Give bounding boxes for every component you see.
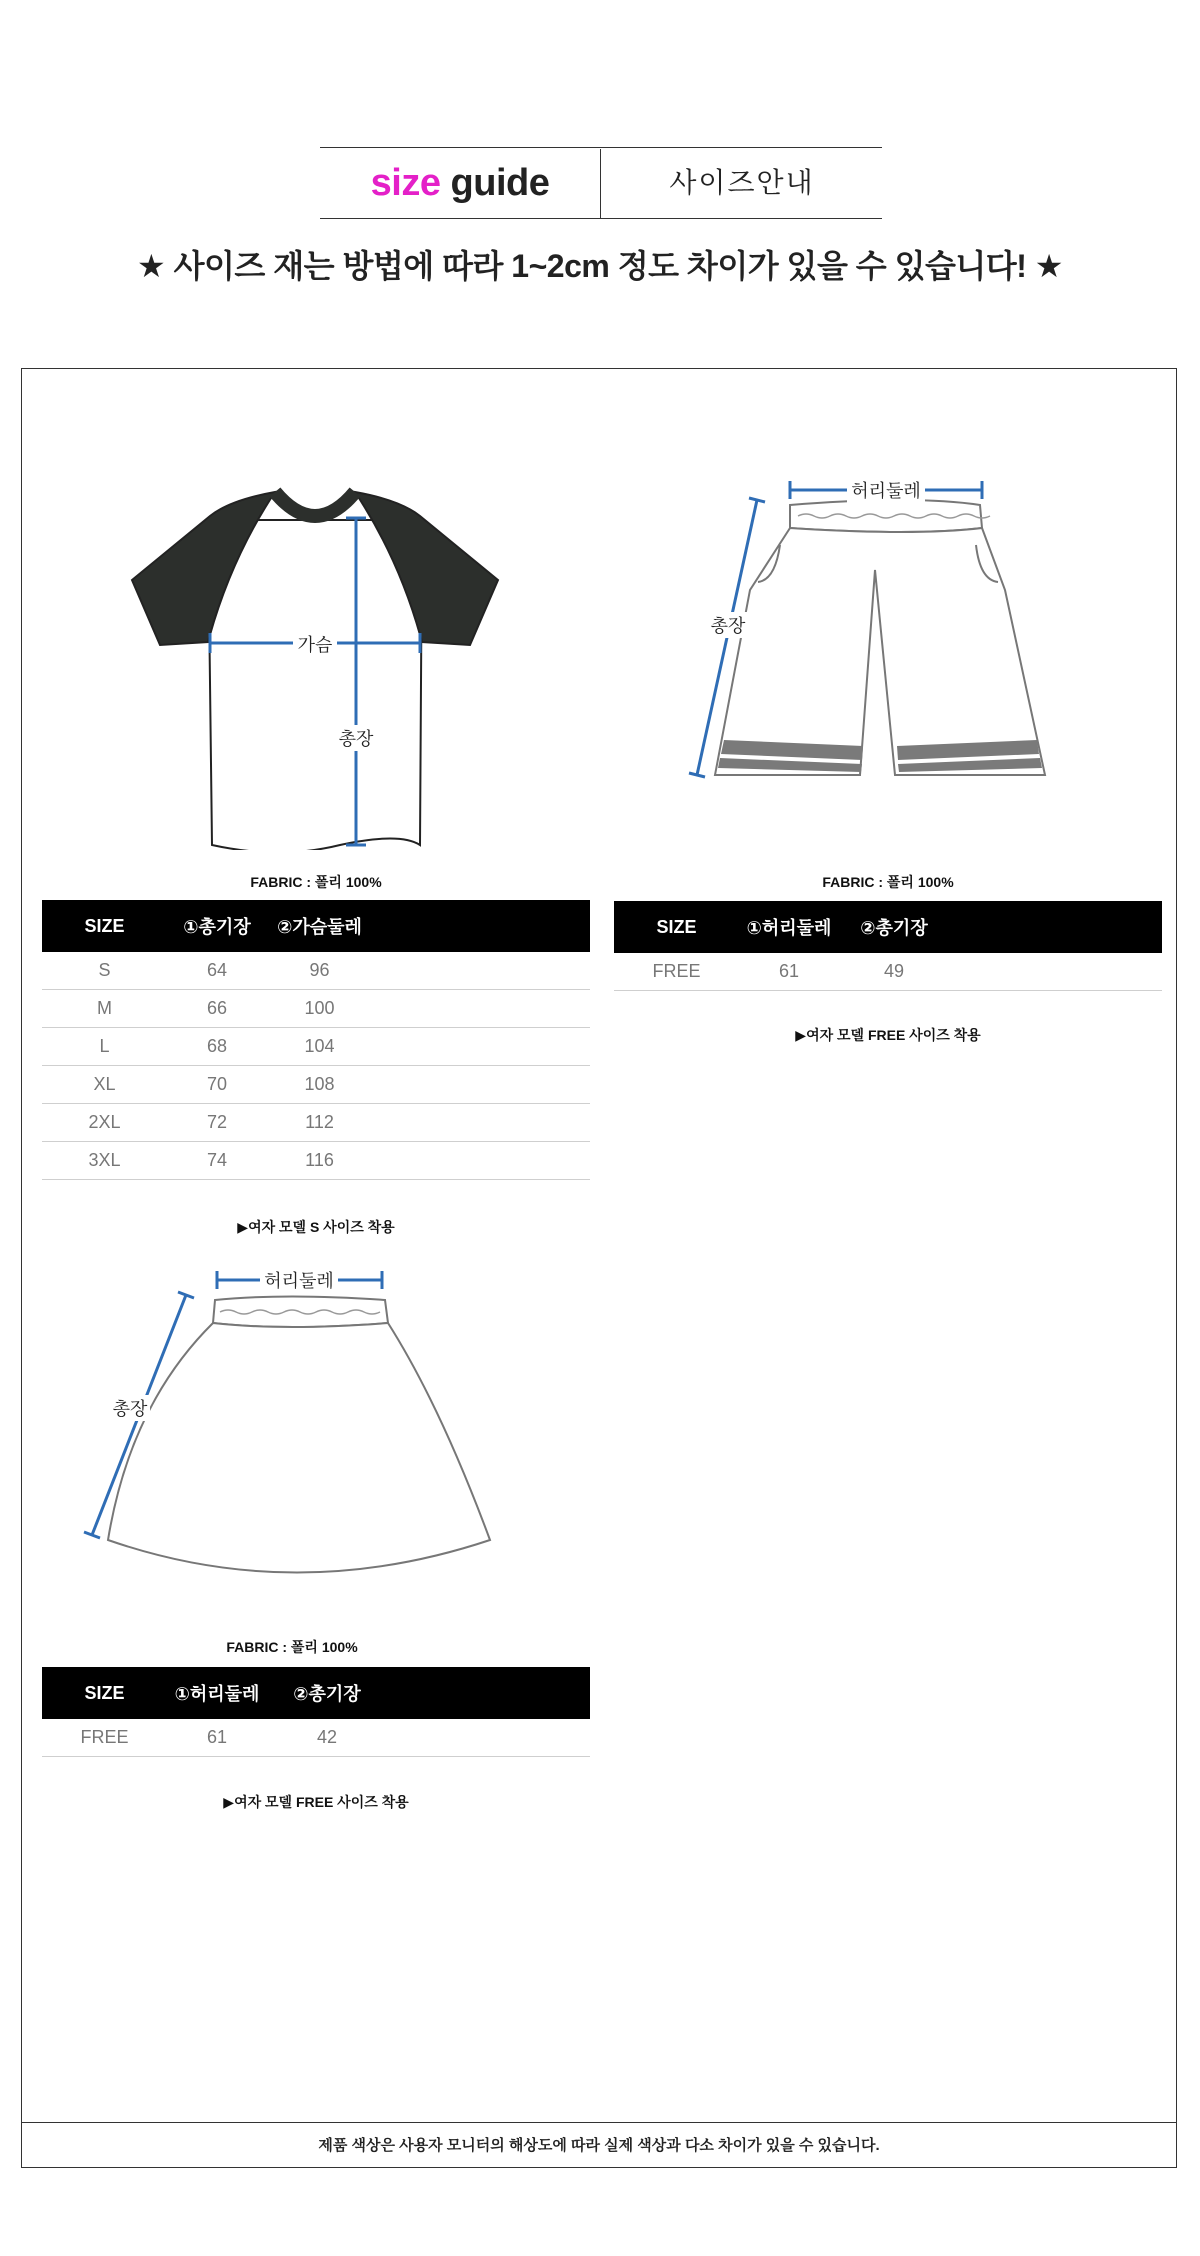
frame-footer-rule: [21, 2122, 1177, 2123]
size-cell: S: [42, 952, 167, 990]
chest-cell: 116: [267, 1142, 372, 1180]
table-header-row: [42, 900, 590, 952]
size-cell: XL: [42, 1066, 167, 1104]
length-cell: 66: [167, 990, 267, 1028]
size-cell: L: [42, 1028, 167, 1066]
table-row: [42, 952, 590, 990]
column-header: ②총기장: [293, 1684, 361, 1704]
size-guide-logo: [320, 155, 600, 211]
brand-size-text: size: [370, 162, 441, 204]
length-cell: 74: [167, 1142, 267, 1180]
size-cell: 2XL: [42, 1104, 167, 1142]
chest-cell: 108: [267, 1066, 372, 1104]
shorts-model-note: ▶여자 모델 FREE 사이즈 착용: [795, 1027, 981, 1043]
column-header: ②가슴둘레: [277, 917, 362, 937]
size-cell: M: [42, 990, 167, 1028]
table-header-row: [42, 1667, 590, 1719]
table-row: [42, 990, 590, 1028]
length-cell: 64: [167, 952, 267, 990]
tshirt-illustration: [120, 480, 510, 850]
length-cell: 70: [167, 1066, 267, 1104]
chest-cell: 96: [267, 952, 372, 990]
column-header: ①허리둘레: [746, 918, 832, 938]
header-top-rule: [320, 147, 882, 148]
length-cell: 72: [167, 1104, 267, 1142]
table-header-row: [614, 901, 1162, 953]
skirt-illustration: [80, 1265, 510, 1595]
waist-cell: 61: [739, 953, 839, 991]
skirt-model-note: ▶여자 모델 FREE 사이즈 착용: [223, 1794, 409, 1810]
skirt-waist-label: 허리둘레: [264, 1271, 334, 1291]
tshirt-length-label: 총장: [338, 729, 374, 749]
waist-cell: 61: [167, 1719, 267, 1757]
size-cell: 3XL: [42, 1142, 167, 1180]
chest-cell: 100: [267, 990, 372, 1028]
size-cell: FREE: [614, 953, 739, 991]
table-row: [42, 1066, 590, 1104]
shorts-length-label: 총장: [710, 616, 746, 636]
skirt-length-label: 총장: [112, 1399, 148, 1419]
chest-cell: 104: [267, 1028, 372, 1066]
length-cell: 42: [267, 1719, 387, 1757]
tshirt-fabric: FABRIC : 폴리 100%: [250, 874, 382, 890]
table-row: [614, 953, 1162, 991]
skirt-fabric: FABRIC : 폴리 100%: [226, 1639, 358, 1655]
shorts-fabric: FABRIC : 폴리 100%: [822, 874, 954, 890]
color-disclaimer: 제품 색상은 사용자 모니터의 해상도에 따라 실제 색상과 다소 차이가 있을 수 있습니다.: [318, 2137, 880, 2154]
column-header: SIZE: [84, 915, 125, 936]
shorts-waist-label: 허리둘레: [851, 481, 921, 501]
shorts-size-table: [614, 901, 1162, 991]
header-divider: [600, 149, 601, 219]
column-header: SIZE: [656, 916, 697, 937]
shorts-illustration: [680, 470, 1080, 800]
tshirt-model-note: ▶여자 모델 S 사이즈 착용: [237, 1219, 395, 1235]
page-title: 사이즈안내: [669, 167, 815, 198]
tshirt-size-table: [42, 900, 590, 1180]
size-cell: FREE: [42, 1719, 167, 1757]
table-row: [42, 1142, 590, 1180]
column-header: SIZE: [84, 1682, 125, 1703]
skirt-size-table: [42, 1667, 590, 1757]
column-header: ①총기장: [183, 917, 251, 937]
chest-cell: 112: [267, 1104, 372, 1142]
length-cell: 68: [167, 1028, 267, 1066]
table-row: [42, 1104, 590, 1142]
length-cell: 49: [839, 953, 949, 991]
brand-guide-text: guide: [450, 162, 550, 204]
size-notice: ★ 사이즈 재는 방법에 따라 1~2cm 정도 차이가 있을 수 있습니다! ★: [137, 248, 1063, 284]
table-row: [42, 1719, 590, 1757]
header-bottom-rule: [320, 218, 882, 219]
table-row: [42, 1028, 590, 1066]
column-header: ②총기장: [860, 918, 928, 938]
column-header: ①허리둘레: [174, 1684, 260, 1704]
tshirt-chest-label: 가슴: [297, 635, 333, 655]
